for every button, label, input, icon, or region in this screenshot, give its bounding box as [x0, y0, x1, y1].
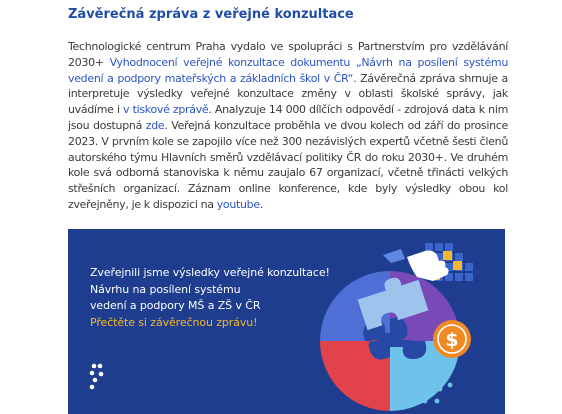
paragraph-text: . Veřejná konzultace proběhla ve dvou kolech od září do prosince 2023. V prvním kole se zapojilo více než 300 nezávislých expertů včetně šesti členů autorského týmu Hlavních směrů vzdělávací politiky ČR do roku 2030+. Ve druhém kole svá odborná stanoviska k němu zaujalo 67 organizací, včetně třinácti velkých střešních organizací. Záznam online konference, kde byly výsledky obou kol zveřejněny, je k dispozici na — [68, 118, 508, 211]
press-release-link[interactable]: v tiskové zprávě — [123, 103, 209, 117]
evaluation-report-link[interactable]: Vyhodnocení veřejné konzultace dokumentu „Návrh na posílení systému vedení a podpory mateřských a základních škol v ČR“ — [68, 55, 508, 85]
source-data-link[interactable]: zde — [145, 118, 165, 132]
article-paragraph — [68, 39, 508, 213]
banner-cta-link[interactable]: Přečtěte si závěrečnou zprávu! — [90, 315, 258, 329]
puzzle-illustration — [275, 229, 505, 414]
paragraph-text: . — [259, 197, 264, 211]
paragraph-text: Technologické centrum Praha vydalo ve spolupráci s Partnerstvím pro vzdělávání 2030+ — [68, 40, 508, 69]
youtube-link[interactable]: youtube — [216, 197, 260, 211]
banner-line: Návrhu na posílení systému — [90, 282, 241, 296]
paragraph-text: . Závěrečná zpráva shrnuje a interpretuje výsledky veřejné konzultace změny v oblasti školské správy, jak uvádíme i — [68, 71, 508, 117]
paragraph-text: . Analyzuje 14 000 dílčích odpovědí - zdrojová data k nim jsou dostupná — [68, 103, 508, 132]
report-banner[interactable] — [68, 229, 505, 414]
dollar-coin-icon: $ — [445, 329, 459, 351]
dots-logo-icon — [88, 362, 112, 390]
banner-headline: Zveřejnili jsme výsledky veřejné konzultace! — [90, 266, 330, 279]
article-title: Závěrečná zpráva z veřejné konzultace — [68, 7, 354, 22]
banner-line: vedení a podpory MŠ a ZŠ v ČR — [90, 299, 261, 312]
